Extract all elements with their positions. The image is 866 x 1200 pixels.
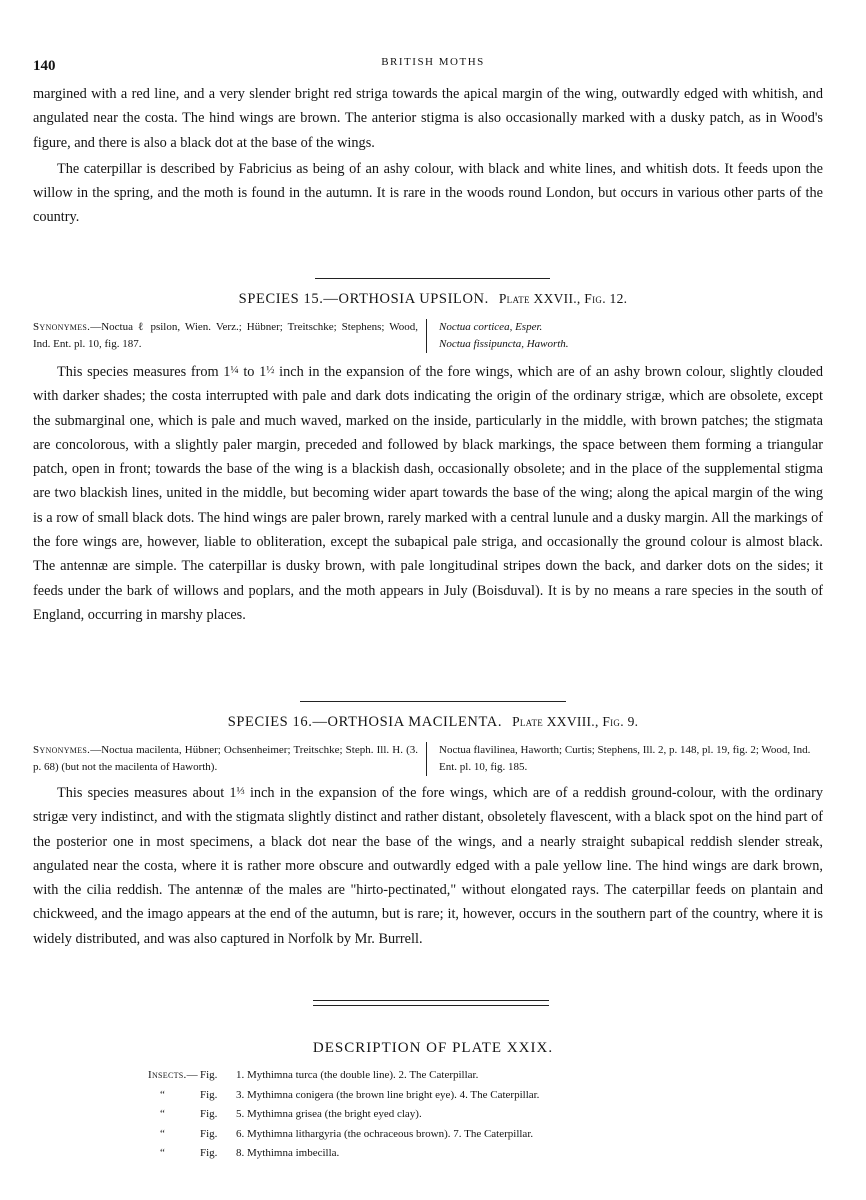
species-16-body: inch in the expansion of the fore wings, which are of a reddish ground-colour, with the ordinary strigæ very indistinct, and with the stigmata slightly distinct and rather distant, obsoletely flavescent, with a black spot on the hind part of the posterior one in most specimens, a black dot near the base of the wings, and a nearly straight subapical reddish slender streak, angulated near the costa, where it is rather more obscure and outwardly edged with a pale yellow line. The hind wings are dark brown, with the cilia reddish. The antennæ of the males are "hirto-pectinated," without elongated rays. The caterpillar feeds on plantain and chickweed, and the imago appears at the end of the autumn, but is rare; it, however, occurs in the southern part of the country, where it is widely distributed, and was also captured in Norfolk by Mr. Burrell. bbox=[33, 785, 823, 947]
figure-row-fig-label: Fig. bbox=[200, 1108, 218, 1120]
page-number: 140 bbox=[33, 58, 56, 74]
synonyms-text: —Noctua macilenta, Hübner; Ochsenheimer; Treitschke; Steph. Ill. H. (3. p. 68) (but not the macilenta of Haworth). bbox=[33, 744, 418, 773]
species-15-paragraph bbox=[33, 358, 823, 627]
figure-row-prefix: Insects.— bbox=[148, 1069, 198, 1081]
species-15-body: inch in the expansion of the fore wings, which are of an ashy brown colour, slightly clouded with darker shades; the costa interrupted with pale and dark dots indicating the origin of the ordinary strigæ, which are obsolete, except the submarginal one, which is pale and much waved, marked on the inside, particularly in the middle, with brown patches; the stigmata are concolorous, with a slightly paler margin, preceded and followed by black markings, the space between them forming a triangular patch, open in front; towards the base of the wing is a blackish dash, occasionally obsolete; and in the place of the supplemental stigma are two blackish lines, united in the middle, but becoming wider apart towards the base of the wing; along the apical margin of the wing is a row of small black dots. The hind wings are paler brown, rarely marked with a central lunule and a dusky margin. All the markings of the fore wings are, however, liable to obliteration, except the subapical pale striga, and occasionally the ground colour is almost black. The antennæ are simple. The caterpillar is dusky brown, with pale longitudinal stripes down the back, and darker dots on the sides; it feeds under the bark of willows and poplars, and the moth appears in July (Boisduval). It is by no means a rare species in the south of England, occurring in marshy places. bbox=[33, 364, 823, 623]
species-16-paragraph bbox=[33, 779, 823, 951]
measure-text: to 1 bbox=[238, 364, 267, 380]
figure-row-fig-label: Fig. bbox=[200, 1088, 218, 1101]
species-16-plate-ref: Plate XXVIII., Fig. 9. bbox=[512, 714, 639, 729]
species-16-synonyms-right bbox=[426, 742, 823, 776]
fraction-third: ⅓ bbox=[236, 785, 245, 797]
double-divider bbox=[313, 1000, 549, 1006]
intro-paragraph-1: margined with a red line, and a very slender bright red striga towards the apical margin of the wing, outwardly edged with whitish, and angulated near the costa. The hind wings are brown. The anterior stigma is also occasionally marked with a dusky patch, as in Wood's figure, and there is also a black dot at the base of the wings. bbox=[33, 86, 823, 151]
figure-row-text: 3. Mythimna conigera (the brown line bright eye). 4. The Caterpillar. bbox=[236, 1088, 540, 1101]
figure-row-fig-label: Fig. bbox=[200, 1147, 218, 1159]
plate-figure-row bbox=[148, 1144, 539, 1164]
species-15-synonyms-left bbox=[33, 319, 426, 353]
figure-row-prefix: “ bbox=[160, 1147, 166, 1159]
synonym-corticea: Noctua corticea, Esper. bbox=[439, 321, 543, 333]
fraction-quarter: ¼ bbox=[230, 364, 239, 376]
synonym-flavilinea: Noctua flavilinea, Haworth; Curtis; Stephens, Ill. 2, p. 148, pl. 19, fig. 2; Wood, Ind. Ent. pl. 10, fig. 185. bbox=[439, 744, 811, 773]
plate-figure-row bbox=[148, 1125, 539, 1145]
figure-row-prefix: “ bbox=[160, 1127, 166, 1140]
synonym-fissipuncta: Noctua fissipuncta, Haworth. bbox=[439, 338, 569, 350]
species-15-description bbox=[33, 358, 823, 627]
running-head: BRITISH MOTHS bbox=[381, 56, 485, 68]
figure-row-fig-label: Fig. bbox=[200, 1127, 218, 1140]
figure-row-text: 8. Mythimna imbecilla. bbox=[236, 1147, 340, 1159]
figure-row-text: 6. Mythimna lithargyria (the ochraceous brown). 7. The Caterpillar. bbox=[236, 1127, 534, 1140]
plate-figure-row bbox=[148, 1086, 539, 1106]
plate-figure-list bbox=[148, 1066, 539, 1164]
species-16-title: SPECIES 16.—ORTHOSIA MACILENTA. bbox=[227, 714, 503, 730]
species-15-synonyms-right bbox=[426, 319, 823, 353]
intro-paragraph-2: The caterpillar is described by Fabricius as being of an ashy colour, with black and white lines, and whitish dots. It feeds upon the willow in the spring, and the moth is found in the autumn. It is rare in the woods round London, but occurs in various other parts of the country. bbox=[33, 160, 823, 226]
species-15-heading bbox=[0, 291, 866, 308]
section-divider bbox=[300, 701, 566, 702]
figure-row-fig-label: Fig. bbox=[200, 1069, 218, 1081]
measure-text: This species measures about 1 bbox=[57, 785, 237, 801]
figure-row-prefix: “ bbox=[160, 1108, 166, 1120]
synonyms-label: Synonymes. bbox=[33, 744, 91, 756]
species-15-title: SPECIES 15.—ORTHOSIA UPSILON. bbox=[238, 291, 489, 307]
species-15-plate-ref: Plate XXVII., Fig. 12. bbox=[498, 291, 628, 306]
synonyms-label: Synonymes. bbox=[33, 321, 91, 333]
synonyms-text: —Noctua ℓ psilon, Wien. Verz.; Hübner; Treitschke; Stephens; Wood, Ind. Ent. pl. 10, fig. 187. bbox=[33, 321, 418, 350]
figure-row-text: 1. Mythimna turca (the double line). 2. The Caterpillar. bbox=[236, 1069, 479, 1081]
species-16-synonyms-left bbox=[33, 742, 426, 776]
section-divider bbox=[315, 278, 550, 279]
species-16-description bbox=[33, 779, 823, 951]
measure-text: This species measures from 1 bbox=[57, 364, 231, 380]
plate-figure-row bbox=[148, 1066, 539, 1086]
species-15-synonyms bbox=[33, 319, 823, 353]
fraction-half: ½ bbox=[266, 364, 275, 376]
species-16-heading bbox=[0, 714, 866, 731]
figure-row-text: 5. Mythimna grisea (the bright eyed clay). bbox=[236, 1108, 422, 1120]
plate-description-title: DESCRIPTION OF PLATE XXIX. bbox=[312, 1040, 554, 1056]
figure-row-prefix: “ bbox=[160, 1088, 166, 1101]
species-16-synonyms bbox=[33, 742, 823, 776]
intro-section bbox=[33, 82, 823, 230]
plate-figure-row bbox=[148, 1105, 539, 1125]
